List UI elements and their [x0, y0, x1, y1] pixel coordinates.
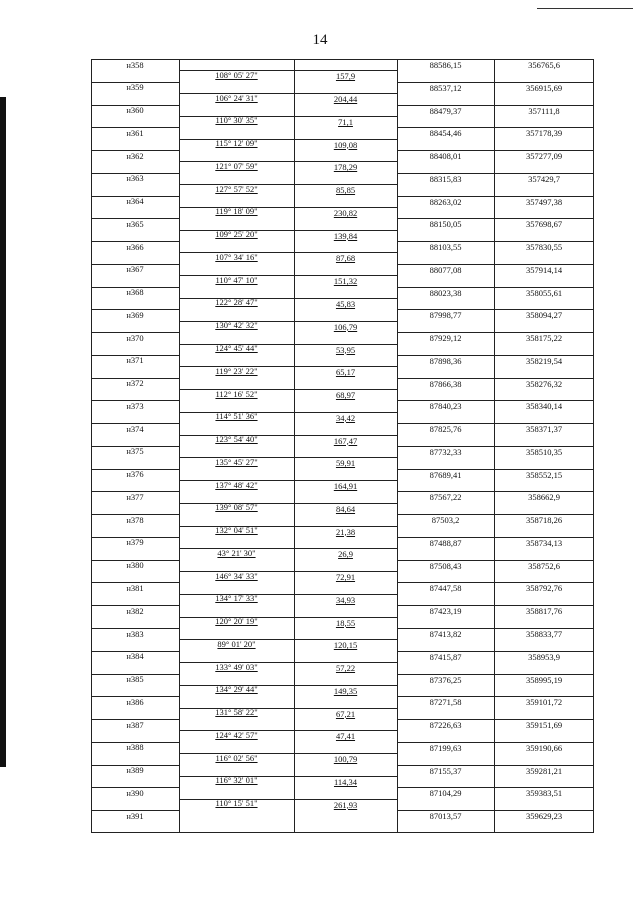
- direction-angle: 127° 57' 52": [215, 183, 258, 194]
- x-coordinate: 87155,37: [429, 765, 462, 776]
- point-label: н358: [126, 59, 144, 70]
- y-coordinate: 357497,38: [525, 196, 563, 207]
- point-label: н386: [126, 696, 144, 707]
- x-coordinate: 88537,12: [429, 82, 462, 93]
- x-coordinate: 87447,58: [429, 583, 462, 594]
- point-label: н369: [126, 309, 144, 320]
- y-coordinate: 359101,72: [525, 697, 563, 708]
- x-coordinate: 87508,43: [429, 560, 462, 571]
- y-coordinate: 359281,21: [525, 765, 563, 776]
- segment-length: 149,35: [333, 685, 358, 696]
- x-coordinate: 87998,77: [429, 310, 462, 321]
- y-coordinate: 358833,77: [525, 629, 563, 639]
- point-label: н374: [126, 423, 144, 434]
- segment-length: 45,83: [335, 298, 356, 309]
- point-label: н389: [126, 765, 144, 776]
- point-label: н391: [126, 810, 144, 821]
- segment-length: 87,68: [335, 253, 356, 264]
- x-coordinate: 88408,01: [429, 151, 462, 162]
- point-label: н387: [126, 719, 144, 730]
- y-coordinate: 358752,6: [528, 560, 560, 571]
- y-coordinate: 358510,35: [525, 446, 563, 457]
- segment-length: 167,47: [333, 435, 358, 446]
- direction-angle: 139° 08' 57": [215, 502, 258, 513]
- x-coordinate: 88586,15: [429, 60, 462, 70]
- point-label: н370: [126, 332, 144, 343]
- y-coordinate: 356915,69: [525, 82, 563, 93]
- direction-angle: 115° 12' 09": [215, 138, 258, 149]
- point-label: н373: [126, 400, 144, 411]
- x-coordinate: 87376,25: [429, 674, 462, 685]
- point-label: н368: [126, 287, 144, 298]
- y-coordinate: 358094,27: [525, 310, 563, 321]
- segment-length: 65,17: [335, 367, 356, 378]
- point-label: н385: [126, 674, 144, 685]
- segment-length: 139,84: [333, 230, 358, 241]
- x-coordinate: 87866,38: [429, 378, 462, 389]
- direction-angle: 134° 17' 33": [215, 593, 258, 604]
- x-coordinate: 87423,19: [429, 606, 462, 617]
- direction-angle: 146° 34' 33": [215, 570, 258, 581]
- y-coordinate: 357914,14: [525, 264, 563, 275]
- segment-length: 164,91: [333, 481, 358, 492]
- segment-length: 204,44: [333, 94, 358, 105]
- segment-length: 84,64: [335, 503, 356, 514]
- segment-length: 47,41: [335, 731, 356, 742]
- point-label: н382: [126, 605, 144, 616]
- y-coordinate: 357277,09: [525, 151, 563, 162]
- left-margin-bar: [0, 97, 6, 767]
- point-label: н361: [126, 127, 144, 138]
- point-label: н360: [126, 105, 144, 116]
- segment-length: 68,97: [335, 390, 356, 401]
- y-coordinate: 359629,23: [525, 811, 563, 822]
- direction-angle: 122° 28' 47": [215, 297, 258, 308]
- x-coordinate: 87271,58: [429, 697, 462, 708]
- y-coordinate: 358817,76: [525, 606, 563, 617]
- segment-length: 26,9: [338, 549, 353, 560]
- direction-angle: 110° 47' 10": [215, 274, 258, 285]
- x-coordinate: 88077,08: [429, 264, 462, 275]
- x-coordinate: 87929,12: [429, 333, 462, 344]
- direction-angle: 43° 21' 30": [217, 547, 256, 558]
- point-label: н378: [126, 514, 144, 525]
- x-coordinate: 88454,46: [429, 128, 462, 139]
- x-coordinate: 87567,22: [429, 492, 462, 503]
- x-coordinate: 87898,36: [429, 355, 462, 366]
- segment-length: 71,1: [338, 116, 353, 127]
- y-coordinate: 359190,66: [525, 742, 563, 753]
- direction-angle: 120° 20' 19": [215, 616, 258, 627]
- segment-length: 59,91: [335, 458, 356, 469]
- direction-angle: 110° 15' 51": [215, 798, 258, 809]
- point-label: н379: [126, 537, 144, 548]
- y-coordinate: 358055,61: [525, 287, 563, 298]
- x-coordinate: 87413,82: [429, 629, 462, 639]
- direction-angle: 124° 42' 57": [215, 729, 258, 740]
- segment-length: 109,08: [333, 139, 358, 150]
- point-label: н367: [126, 264, 144, 275]
- direction-angle: 108° 05' 27": [215, 69, 258, 80]
- direction-angle: 114° 51' 36": [215, 411, 258, 422]
- y-coordinate: 357111,8: [528, 105, 560, 116]
- direction-angle: 112° 16' 52": [215, 388, 258, 399]
- x-coordinate: 87104,29: [429, 788, 462, 799]
- segment-length: 106,79: [333, 321, 358, 332]
- x-coordinate: 87689,41: [429, 469, 462, 480]
- x-coordinate: 87840,23: [429, 401, 462, 412]
- segment-length: 157,9: [335, 71, 356, 82]
- y-coordinate: 356765,6: [528, 60, 560, 70]
- point-label: н376: [126, 469, 144, 480]
- y-coordinate: 358371,37: [525, 424, 563, 435]
- segment-length: 57,22: [335, 663, 356, 674]
- point-label: н363: [126, 173, 144, 184]
- point-label: н388: [126, 742, 144, 753]
- y-coordinate: 358175,22: [525, 333, 563, 344]
- y-coordinate: 358718,26: [525, 515, 563, 526]
- x-coordinate: 88023,38: [429, 287, 462, 298]
- x-coordinate: 87488,87: [429, 537, 462, 548]
- point-label: н383: [126, 628, 144, 639]
- x-coordinate: 88315,83: [429, 173, 462, 184]
- x-coordinate: 87199,63: [429, 742, 462, 753]
- point-label: н362: [126, 150, 144, 161]
- point-label: н380: [126, 560, 144, 571]
- y-coordinate: 358734,13: [525, 537, 563, 548]
- direction-angle: 119° 23' 22": [215, 365, 258, 376]
- y-coordinate: 359383,51: [525, 788, 563, 799]
- direction-angle: 109° 25' 20": [215, 229, 258, 240]
- segment-length: 72,91: [335, 572, 356, 583]
- page-number: 14: [312, 32, 328, 48]
- direction-angle: 137° 48' 42": [215, 479, 258, 490]
- y-coordinate: 358662,9: [528, 492, 560, 503]
- point-label: н359: [126, 82, 144, 93]
- x-coordinate: 87503,2: [431, 515, 460, 526]
- y-coordinate: 358953,9: [528, 651, 560, 662]
- y-coordinate: 357698,67: [525, 219, 563, 230]
- point-label: н384: [126, 651, 144, 662]
- y-coordinate: 358792,76: [525, 583, 563, 594]
- x-coordinate: 88479,37: [429, 105, 462, 116]
- direction-angle: 133° 49' 03": [215, 661, 258, 672]
- y-coordinate: 357830,55: [525, 242, 563, 253]
- point-label: н365: [126, 218, 144, 229]
- direction-angle: 89° 01' 20": [217, 638, 256, 649]
- direction-angle: 119° 18' 09": [215, 206, 258, 217]
- x-coordinate: 87226,63: [429, 720, 462, 731]
- point-label: н375: [126, 446, 144, 457]
- x-coordinate: 87415,87: [429, 651, 462, 662]
- direction-angle: 130° 42' 32": [215, 320, 258, 331]
- segment-length: 151,32: [333, 276, 358, 287]
- point-label: н366: [126, 241, 144, 252]
- y-coordinate: 357178,39: [525, 128, 563, 139]
- y-coordinate: 358995,19: [525, 674, 563, 685]
- y-coordinate: 359151,69: [525, 720, 563, 731]
- top-right-rule: [537, 8, 633, 9]
- x-coordinate: 88263,02: [429, 196, 462, 207]
- direction-angle: 116° 32' 01": [215, 775, 258, 786]
- segment-length: 114,34: [333, 776, 358, 787]
- y-coordinate: 357429,7: [528, 173, 560, 184]
- segment-length: 21,38: [335, 526, 356, 537]
- direction-angle: 123° 54' 40": [215, 434, 258, 445]
- direction-angle: 135° 45' 27": [215, 456, 258, 467]
- segment-length: 85,85: [335, 185, 356, 196]
- segment-length: 178,29: [333, 162, 358, 173]
- direction-angle: 116° 02' 56": [215, 752, 258, 763]
- segment-length: 120,15: [333, 640, 358, 651]
- direction-angle: 124° 45' 44": [215, 343, 258, 353]
- y-coordinate: 358552,15: [525, 469, 563, 480]
- direction-angle: 121° 07' 59": [215, 160, 258, 171]
- segment-length: 261,93: [333, 799, 358, 810]
- segment-length: 18,55: [335, 617, 356, 628]
- x-coordinate: 87825,76: [429, 424, 462, 435]
- point-label: н372: [126, 378, 144, 389]
- direction-angle: 106° 24' 31": [215, 92, 258, 103]
- segment-length: 34,42: [335, 412, 356, 423]
- segment-length: 34,93: [335, 594, 356, 605]
- y-coordinate: 358276,32: [525, 378, 563, 389]
- segment-length: 100,79: [333, 754, 358, 765]
- x-coordinate: 88150,05: [429, 219, 462, 230]
- y-coordinate: 358340,14: [525, 401, 563, 412]
- direction-angle: 132° 04' 51": [215, 525, 258, 536]
- point-label: н390: [126, 787, 144, 798]
- point-label: н364: [126, 196, 144, 207]
- x-coordinate: 87013,57: [429, 811, 462, 822]
- x-coordinate: 87732,33: [429, 446, 462, 457]
- direction-angle: 131° 58' 22": [215, 707, 258, 718]
- segment-length: 67,21: [335, 708, 356, 719]
- direction-angle: 110° 30' 35": [215, 115, 258, 126]
- segment-length: 230,82: [333, 207, 358, 218]
- point-label: н371: [126, 355, 144, 366]
- coordinates-table: [91, 59, 594, 833]
- y-coordinate: 358219,54: [525, 355, 563, 366]
- segment-length: 53,95: [335, 344, 356, 355]
- x-coordinate: 88103,55: [429, 242, 462, 253]
- direction-angle: 107° 34' 16": [215, 251, 258, 262]
- direction-angle: 134° 29' 44": [215, 684, 258, 695]
- point-label: н377: [126, 491, 144, 502]
- point-label: н381: [126, 582, 144, 593]
